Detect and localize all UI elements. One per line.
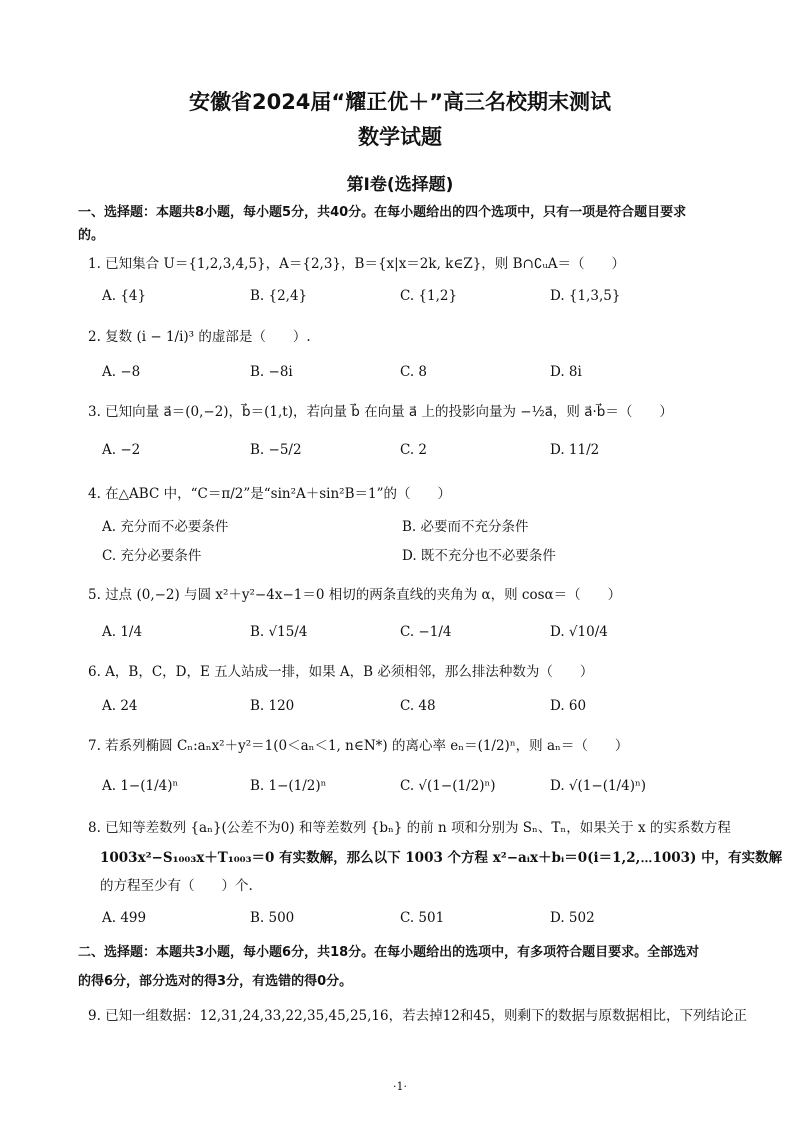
q3-option-c: C. 2	[400, 442, 428, 458]
q3-option-d: D. 11/2	[550, 442, 600, 458]
question-1-stem: 1. 已知集合 U＝{1,2,3,4,5}，A＝{2,3}，B＝{x|x＝2k, k∈Z}，则 B∩∁ᵤA＝（ ）	[88, 256, 626, 272]
question-6-stem: 6. A，B，C，D，E 五人站成一排，如果 A，B 必须相邻，那么排法种数为（ ）	[88, 664, 594, 680]
exam-title: 安徽省2024届“耀正优＋”高三名校期末测试	[188, 90, 612, 114]
q3-option-a: A. −2	[102, 442, 141, 458]
q5-option-a: A. 1/4	[102, 624, 143, 640]
q4-option-b: B. 必要而不充分条件	[402, 519, 529, 535]
q8-option-d: D. 502	[550, 910, 595, 926]
q5-option-d: D. √10/4	[550, 624, 608, 640]
section1-instructions: 一、选择题：本题共8小题，每小题5分，共40分。在每小题给出的四个选项中，只有一项是符合题目要求	[78, 205, 687, 220]
q4-option-a: A. 充分而不必要条件	[102, 519, 229, 535]
question-7-stem: 7. 若系列椭圆 Cₙ:aₙx²＋y²＝1(0＜aₙ＜1, n∈N*) 的离心率 eₙ＝(1/2)ⁿ，则 aₙ＝（ ）	[88, 738, 629, 754]
q6-option-a: A. 24	[102, 698, 138, 714]
q2-option-c: C. 8	[400, 364, 428, 380]
q1-option-d: D. {1,3,5}	[550, 288, 621, 304]
q2-option-a: A. −8	[102, 364, 141, 380]
q4-option-d: D. 既不充分也不必要条件	[402, 548, 556, 564]
q2-option-d: D. 8i	[550, 364, 582, 380]
q6-option-c: C. 48	[400, 698, 436, 714]
q7-option-b: B. 1−(1/2)ⁿ	[250, 778, 327, 794]
q5-option-b: B. √15/4	[250, 624, 308, 640]
section1-instructions-cont: 的。	[78, 228, 105, 243]
question-8-stem-line2: 1003x²−S₁₀₀₃x＋T₁₀₀₃＝0 有实数解，那么以下 1003 个方程 x²−aᵢx＋bᵢ＝0(i＝1,2,⋯1003) 中，有实数解	[100, 850, 783, 866]
question-9-stem: 9. 已知一组数据：12,31,24,33,22,35,45,25,16，若去掉12和45，则剩下的数据与原数据相比，下列结论正	[88, 1008, 747, 1024]
page-number: ·1·	[393, 1080, 407, 1093]
q6-option-b: B. 120	[250, 698, 295, 714]
q1-option-a: A. {4}	[102, 288, 147, 304]
q3-option-b: B. −5/2	[250, 442, 302, 458]
question-3-stem: 3. 已知向量 a⃗＝(0,−2)，b⃗＝(1,t)，若向量 b⃗ 在向量 a⃗ 上的投影向量为 −½a⃗，则 a⃗·b⃗＝（ ）	[88, 404, 673, 420]
q7-option-d: D. √(1−(1/4)ⁿ)	[550, 778, 647, 794]
q5-option-c: C. −1/4	[400, 624, 452, 640]
q7-option-c: C. √(1−(1/2)ⁿ)	[400, 778, 496, 794]
part-title: 第Ⅰ卷(选择题)	[346, 175, 454, 195]
question-8-stem: 8. 已知等差数列 {aₙ}(公差不为0) 和等差数列 {bₙ} 的前 n 项和分别为 Sₙ、Tₙ，如果关于 x 的实系数方程	[88, 820, 731, 836]
question-2-stem: 2. 复数 (i − 1/i)³ 的虚部是（ ）.	[88, 329, 311, 345]
section2-instructions-cont: 的得6分，部分选对的得3分，有选错的得0分。	[78, 974, 353, 989]
q8-option-c: C. 501	[400, 910, 445, 926]
q1-option-b: B. {2,4}	[250, 288, 308, 304]
q1-option-c: C. {1,2}	[400, 288, 458, 304]
q7-option-a: A. 1−(1/4)ⁿ	[102, 778, 179, 794]
section2-instructions: 二、选择题：本题共3小题，每小题6分，共18分。在每小题给出的选项中，有多项符合题目要求。全部选对	[78, 945, 700, 960]
exam-subject: 数学试题	[358, 125, 442, 149]
question-4-stem: 4. 在△ABC 中，“C＝π/2”是“sin²A＋sin²B＝1”的（ ）	[88, 486, 452, 502]
q2-option-b: B. −8i	[250, 364, 293, 380]
q4-option-c: C. 充分必要条件	[102, 548, 202, 564]
q8-option-a: A. 499	[102, 910, 147, 926]
question-8-stem-line3: 的方程至少有（ ）个.	[100, 878, 253, 894]
question-5-stem: 5. 过点 (0,−2) 与圆 x²＋y²−4x−1＝0 相切的两条直线的夹角为 α，则 cosα＝（ ）	[88, 587, 622, 603]
q6-option-d: D. 60	[550, 698, 587, 714]
q8-option-b: B. 500	[250, 910, 295, 926]
